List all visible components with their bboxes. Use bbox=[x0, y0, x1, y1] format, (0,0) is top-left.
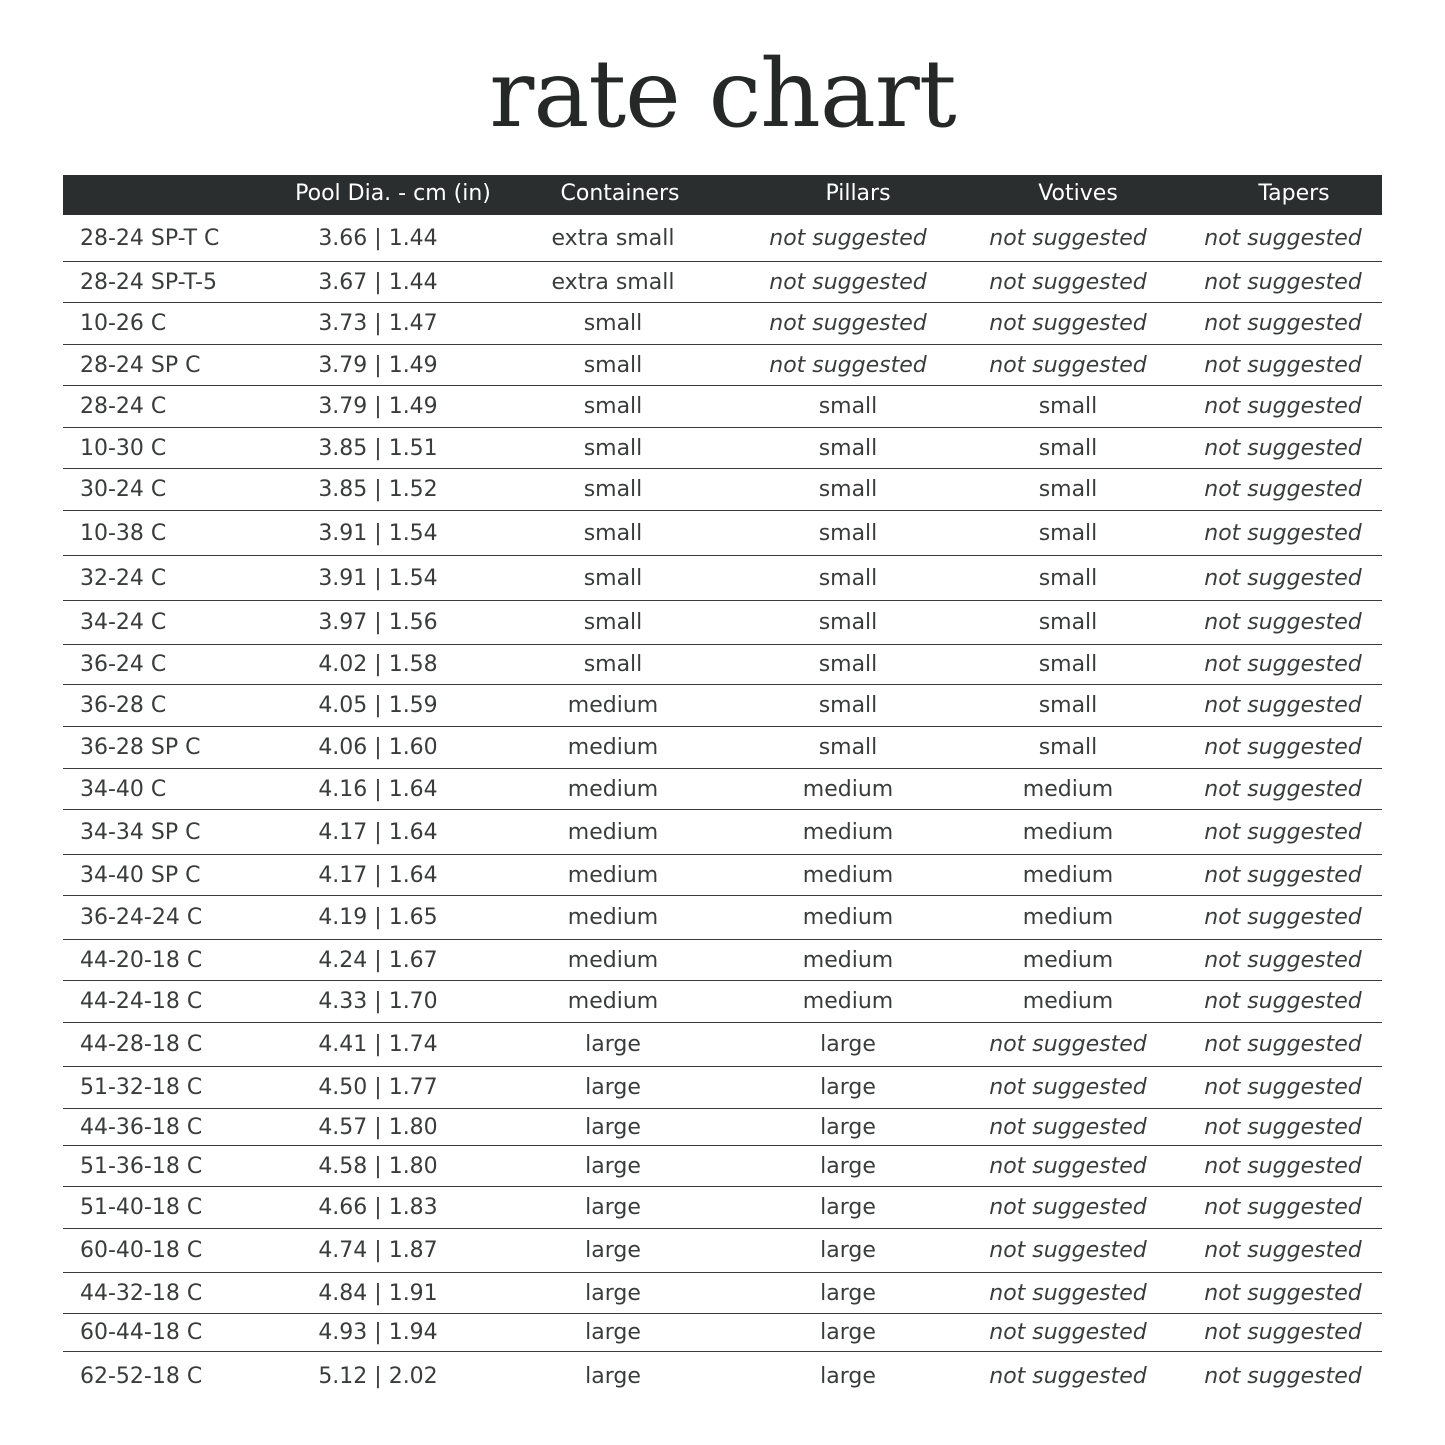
cell-wick-name: 30-24 C bbox=[80, 477, 167, 502]
cell-votives: not suggested bbox=[989, 225, 1147, 251]
table-row bbox=[63, 940, 1382, 981]
cell-pool-diameter: 4.05 | 1.59 bbox=[318, 693, 438, 718]
cell-wick-name: 34-40 C bbox=[80, 776, 167, 802]
cell-tapers: not suggested bbox=[1204, 610, 1362, 635]
cell-votives: small bbox=[1038, 565, 1098, 591]
cell-pillars: not suggested bbox=[769, 269, 927, 295]
table-row bbox=[63, 1067, 1382, 1109]
cell-tapers: not suggested bbox=[1204, 1320, 1362, 1345]
cell-pillars: large bbox=[820, 1195, 876, 1220]
cell-pool-diameter: 3.67 | 1.44 bbox=[318, 269, 438, 295]
cell-wick-name: 10-26 C bbox=[80, 311, 167, 336]
cell-pool-diameter: 3.85 | 1.51 bbox=[318, 435, 438, 461]
cell-wick-name: 51-32-18 C bbox=[80, 1075, 203, 1100]
table-row bbox=[63, 601, 1382, 645]
cell-containers: large bbox=[585, 1363, 641, 1389]
cell-wick-name: 36-28 SP C bbox=[80, 735, 201, 760]
cell-votives: not suggested bbox=[989, 1075, 1147, 1100]
cell-pool-diameter: 4.50 | 1.77 bbox=[318, 1075, 438, 1100]
cell-pillars: small bbox=[818, 477, 878, 502]
cell-wick-name: 28-24 SP-T-5 bbox=[80, 269, 217, 295]
cell-containers: large bbox=[585, 1195, 641, 1220]
cell-wick-name: 28-24 SP C bbox=[80, 352, 201, 378]
header-pillars: Pillars bbox=[825, 181, 891, 206]
cell-containers: small bbox=[583, 565, 643, 591]
cell-containers: large bbox=[585, 1032, 641, 1057]
cell-tapers: not suggested bbox=[1204, 1280, 1362, 1306]
cell-wick-name: 36-24 C bbox=[80, 652, 167, 677]
table-row bbox=[63, 303, 1382, 345]
cell-containers: small bbox=[583, 435, 643, 461]
cell-pillars: large bbox=[820, 1075, 876, 1100]
cell-tapers: not suggested bbox=[1204, 989, 1362, 1014]
cell-pillars: not suggested bbox=[769, 225, 927, 251]
cell-pool-diameter: 4.17 | 1.64 bbox=[318, 819, 438, 845]
table-row bbox=[63, 896, 1382, 940]
cell-pillars: not suggested bbox=[769, 352, 927, 378]
cell-votives: not suggested bbox=[989, 1238, 1147, 1263]
cell-wick-name: 51-40-18 C bbox=[80, 1195, 203, 1220]
cell-pillars: small bbox=[818, 735, 878, 760]
cell-containers: extra small bbox=[551, 269, 675, 295]
cell-tapers: not suggested bbox=[1204, 819, 1362, 845]
table-row bbox=[63, 1023, 1382, 1067]
cell-votives: not suggested bbox=[989, 311, 1147, 336]
cell-votives: medium bbox=[1022, 862, 1114, 888]
table-row bbox=[63, 469, 1382, 511]
cell-pool-diameter: 3.79 | 1.49 bbox=[318, 352, 438, 378]
cell-pool-diameter: 3.79 | 1.49 bbox=[318, 394, 438, 419]
cell-pillars: medium bbox=[802, 905, 894, 930]
cell-wick-name: 51-36-18 C bbox=[80, 1153, 203, 1179]
cell-pillars: large bbox=[820, 1153, 876, 1179]
cell-containers: large bbox=[585, 1320, 641, 1345]
cell-containers: large bbox=[585, 1238, 641, 1263]
cell-pillars: small bbox=[818, 394, 878, 419]
cell-wick-name: 34-24 C bbox=[80, 610, 167, 635]
header-containers: Containers bbox=[560, 181, 680, 206]
cell-tapers: not suggested bbox=[1204, 947, 1362, 973]
cell-tapers: not suggested bbox=[1204, 565, 1362, 591]
cell-wick-name: 10-30 C bbox=[80, 435, 167, 461]
cell-wick-name: 32-24 C bbox=[80, 565, 167, 591]
cell-pillars: small bbox=[818, 693, 878, 718]
table-row bbox=[63, 1229, 1382, 1273]
cell-wick-name: 44-20-18 C bbox=[80, 947, 203, 973]
table-row bbox=[63, 855, 1382, 896]
cell-containers: large bbox=[585, 1075, 641, 1100]
page-title: rate chart bbox=[489, 40, 956, 149]
cell-pool-diameter: 4.02 | 1.58 bbox=[318, 652, 438, 677]
cell-tapers: not suggested bbox=[1204, 652, 1362, 677]
cell-votives: not suggested bbox=[989, 1153, 1147, 1179]
table-row bbox=[63, 1314, 1382, 1352]
cell-wick-name: 60-44-18 C bbox=[80, 1320, 203, 1345]
cell-containers: small bbox=[583, 520, 643, 546]
table-row bbox=[63, 345, 1382, 386]
cell-tapers: not suggested bbox=[1204, 1032, 1362, 1057]
cell-wick-name: 36-28 C bbox=[80, 693, 167, 718]
header-votives: Votives bbox=[1038, 181, 1118, 206]
cell-pool-diameter: 4.17 | 1.64 bbox=[318, 862, 438, 888]
cell-votives: medium bbox=[1022, 905, 1114, 930]
cell-pool-diameter: 4.16 | 1.64 bbox=[318, 776, 438, 802]
table-row bbox=[63, 1352, 1382, 1400]
cell-votives: not suggested bbox=[989, 269, 1147, 295]
table-row bbox=[63, 1146, 1382, 1187]
cell-tapers: not suggested bbox=[1204, 1075, 1362, 1100]
cell-pillars: medium bbox=[802, 862, 894, 888]
cell-pool-diameter: 3.91 | 1.54 bbox=[318, 565, 438, 591]
cell-pool-diameter: 4.74 | 1.87 bbox=[318, 1238, 438, 1263]
cell-votives: not suggested bbox=[989, 352, 1147, 378]
cell-pool-diameter: 4.84 | 1.91 bbox=[318, 1280, 438, 1306]
cell-tapers: not suggested bbox=[1204, 1195, 1362, 1220]
cell-pool-diameter: 4.24 | 1.67 bbox=[318, 947, 438, 973]
cell-votives: medium bbox=[1022, 819, 1114, 845]
cell-votives: small bbox=[1038, 394, 1098, 419]
cell-pool-diameter: 4.06 | 1.60 bbox=[318, 735, 438, 760]
cell-tapers: not suggested bbox=[1204, 311, 1362, 336]
cell-tapers: not suggested bbox=[1204, 1153, 1362, 1179]
cell-pillars: medium bbox=[802, 819, 894, 845]
cell-votives: small bbox=[1038, 477, 1098, 502]
cell-votives: small bbox=[1038, 610, 1098, 635]
cell-containers: small bbox=[583, 394, 643, 419]
cell-tapers: not suggested bbox=[1204, 776, 1362, 802]
cell-tapers: not suggested bbox=[1204, 1238, 1362, 1263]
cell-containers: small bbox=[583, 652, 643, 677]
cell-votives: small bbox=[1038, 435, 1098, 461]
cell-pillars: large bbox=[820, 1032, 876, 1057]
rate-table bbox=[63, 175, 1382, 1400]
cell-containers: extra small bbox=[551, 225, 675, 251]
cell-pool-diameter: 4.66 | 1.83 bbox=[318, 1195, 438, 1220]
cell-wick-name: 62-52-18 C bbox=[80, 1363, 203, 1389]
table-header bbox=[63, 175, 1382, 215]
cell-pillars: small bbox=[818, 652, 878, 677]
cell-tapers: not suggested bbox=[1204, 225, 1362, 251]
cell-tapers: not suggested bbox=[1204, 352, 1362, 378]
table-row bbox=[63, 1109, 1382, 1146]
cell-pool-diameter: 3.97 | 1.56 bbox=[318, 610, 438, 635]
cell-containers: medium bbox=[567, 693, 659, 718]
cell-wick-name: 44-36-18 C bbox=[80, 1114, 203, 1140]
cell-tapers: not suggested bbox=[1204, 1363, 1362, 1389]
cell-pool-diameter: 3.85 | 1.52 bbox=[318, 477, 438, 502]
cell-tapers: not suggested bbox=[1204, 394, 1362, 419]
cell-votives: medium bbox=[1022, 989, 1114, 1014]
cell-tapers: not suggested bbox=[1204, 520, 1362, 546]
table-row bbox=[63, 215, 1382, 262]
cell-wick-name: 34-40 SP C bbox=[80, 862, 201, 888]
cell-containers: small bbox=[583, 477, 643, 502]
cell-wick-name: 60-40-18 C bbox=[80, 1238, 203, 1263]
cell-wick-name: 28-24 SP-T C bbox=[80, 225, 220, 251]
cell-pool-diameter: 3.66 | 1.44 bbox=[318, 225, 438, 251]
cell-votives: not suggested bbox=[989, 1195, 1147, 1220]
cell-pillars: small bbox=[818, 520, 878, 546]
table-row bbox=[63, 511, 1382, 556]
header-tapers: Tapers bbox=[1258, 181, 1330, 206]
cell-votives: not suggested bbox=[989, 1320, 1147, 1345]
cell-containers: large bbox=[585, 1114, 641, 1140]
cell-pool-diameter: 4.93 | 1.94 bbox=[318, 1320, 438, 1345]
cell-pillars: large bbox=[820, 1238, 876, 1263]
cell-pillars: small bbox=[818, 565, 878, 591]
table-row bbox=[63, 685, 1382, 727]
cell-tapers: not suggested bbox=[1204, 477, 1362, 502]
cell-votives: not suggested bbox=[989, 1032, 1147, 1057]
cell-votives: not suggested bbox=[989, 1114, 1147, 1140]
cell-containers: large bbox=[585, 1153, 641, 1179]
cell-votives: not suggested bbox=[989, 1363, 1147, 1389]
cell-wick-name: 44-28-18 C bbox=[80, 1032, 203, 1057]
cell-containers: medium bbox=[567, 776, 659, 802]
cell-wick-name: 44-24-18 C bbox=[80, 989, 203, 1014]
cell-pillars: large bbox=[820, 1280, 876, 1306]
cell-pool-diameter: 4.41 | 1.74 bbox=[318, 1032, 438, 1057]
cell-votives: not suggested bbox=[989, 1280, 1147, 1306]
cell-containers: medium bbox=[567, 947, 659, 973]
cell-pool-diameter: 4.57 | 1.80 bbox=[318, 1114, 438, 1140]
cell-tapers: not suggested bbox=[1204, 735, 1362, 760]
cell-containers: small bbox=[583, 610, 643, 635]
cell-tapers: not suggested bbox=[1204, 435, 1362, 461]
cell-pillars: medium bbox=[802, 947, 894, 973]
table-row bbox=[63, 1273, 1382, 1314]
cell-pillars: small bbox=[818, 610, 878, 635]
cell-wick-name: 10-38 C bbox=[80, 520, 167, 546]
table-row bbox=[63, 1187, 1382, 1229]
cell-votives: small bbox=[1038, 735, 1098, 760]
cell-wick-name: 28-24 C bbox=[80, 394, 167, 419]
cell-containers: small bbox=[583, 352, 643, 378]
cell-pillars: small bbox=[818, 435, 878, 461]
cell-votives: small bbox=[1038, 652, 1098, 677]
cell-votives: small bbox=[1038, 693, 1098, 718]
table-row bbox=[63, 386, 1382, 428]
cell-containers: medium bbox=[567, 862, 659, 888]
table-row bbox=[63, 981, 1382, 1023]
cell-votives: medium bbox=[1022, 776, 1114, 802]
cell-pool-diameter: 4.19 | 1.65 bbox=[318, 905, 438, 930]
cell-pillars: large bbox=[820, 1363, 876, 1389]
cell-wick-name: 36-24-24 C bbox=[80, 905, 203, 930]
cell-pool-diameter: 4.58 | 1.80 bbox=[318, 1153, 438, 1179]
table-row bbox=[63, 428, 1382, 469]
cell-pillars: medium bbox=[802, 989, 894, 1014]
cell-votives: small bbox=[1038, 520, 1098, 546]
cell-tapers: not suggested bbox=[1204, 1114, 1362, 1140]
table-row bbox=[63, 262, 1382, 303]
cell-pool-diameter: 3.91 | 1.54 bbox=[318, 520, 438, 546]
cell-votives: medium bbox=[1022, 947, 1114, 973]
cell-pillars: large bbox=[820, 1320, 876, 1345]
cell-tapers: not suggested bbox=[1204, 905, 1362, 930]
cell-tapers: not suggested bbox=[1204, 862, 1362, 888]
cell-pool-diameter: 4.33 | 1.70 bbox=[318, 989, 438, 1014]
cell-tapers: not suggested bbox=[1204, 693, 1362, 718]
table-row bbox=[63, 810, 1382, 855]
table-row bbox=[63, 769, 1382, 810]
cell-tapers: not suggested bbox=[1204, 269, 1362, 295]
cell-containers: large bbox=[585, 1280, 641, 1306]
cell-pool-diameter: 3.73 | 1.47 bbox=[318, 311, 438, 336]
cell-pillars: not suggested bbox=[769, 311, 927, 336]
table-row bbox=[63, 727, 1382, 769]
cell-containers: medium bbox=[567, 989, 659, 1014]
cell-wick-name: 44-32-18 C bbox=[80, 1280, 203, 1306]
header-pool-diameter: Pool Dia. - cm (in) bbox=[295, 181, 491, 206]
cell-containers: small bbox=[583, 311, 643, 336]
table-body bbox=[63, 215, 1382, 1400]
table-row bbox=[63, 645, 1382, 685]
cell-containers: medium bbox=[567, 735, 659, 760]
cell-containers: medium bbox=[567, 819, 659, 845]
table-row bbox=[63, 556, 1382, 601]
cell-containers: medium bbox=[567, 905, 659, 930]
cell-pool-diameter: 5.12 | 2.02 bbox=[318, 1363, 438, 1389]
cell-pillars: medium bbox=[802, 776, 894, 802]
cell-wick-name: 34-34 SP C bbox=[80, 819, 201, 845]
cell-pillars: large bbox=[820, 1114, 876, 1140]
